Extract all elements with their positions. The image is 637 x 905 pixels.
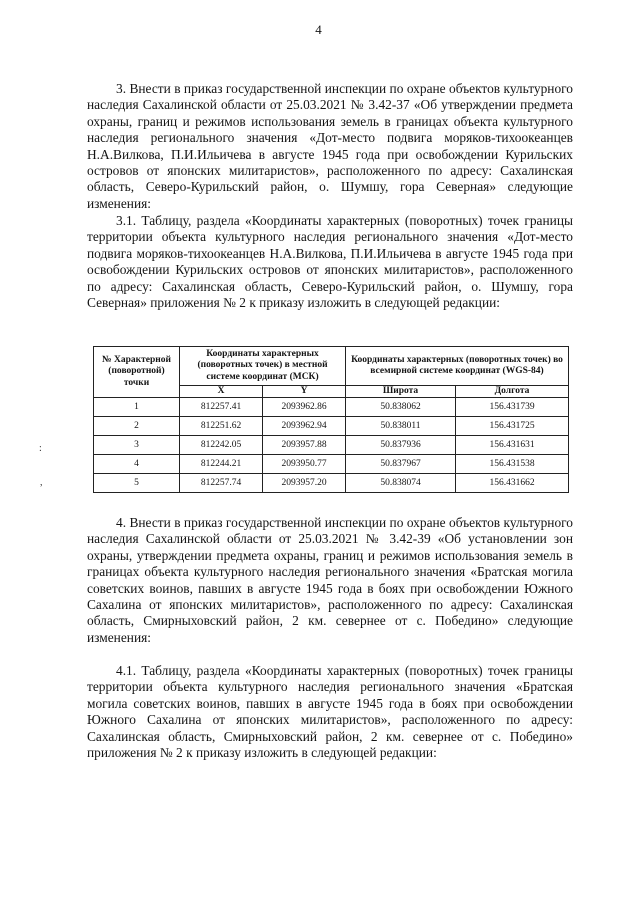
cell-x: 812257.74: [180, 474, 263, 493]
table-row: [94, 455, 569, 474]
cell-point: 5: [94, 474, 180, 493]
cell-latitude: 50.837967: [346, 455, 456, 474]
margin-mark: :: [39, 443, 42, 454]
coordinates-table: [93, 346, 569, 493]
paragraph-item-4-1: 4.1. Таблицу, раздела «Координаты характерных (поворотных) точек границы территории объекта культурного наследия регионального значения «Братская могила советских воинов, павших в августе 1945 года в боях при освобождении Южного Сахалина от японских милитаристов», расположенного по адресу: Сахалинская область, Смирныховский район, 2 км. севернее от с. Победино» приложения № 2 к приказу изложить в следующей редакции:: [87, 663, 573, 761]
cell-y: 2093962.94: [263, 417, 346, 436]
cell-x: 812251.62: [180, 417, 263, 436]
cell-longitude: 156.431725: [456, 417, 569, 436]
cell-x: 812244.21: [180, 455, 263, 474]
header-point-number: № Характерной (поворотной) точки: [94, 347, 180, 398]
header-longitude: Долгота: [456, 386, 569, 398]
table-row: [94, 398, 569, 417]
cell-y: 2093962.86: [263, 398, 346, 417]
cell-longitude: 156.431631: [456, 436, 569, 455]
cell-longitude: 156.431538: [456, 455, 569, 474]
paragraph-item-4: 4. Внести в приказ государственной инспекции по охране объектов культурного наследия Сахалинской области от 25.03.2021 № 3.42-39 «Об установлении зон охраны, утверждении предмета охраны, границ и режимов использования земель в границах объекта культурного наследия регионального значения «Братская могила советских воинов, павших в августе 1945 года в боях при освобождении Южного Сахалина от японских милитаристов», расположенного по адресу: Сахалинская область, Смирныховский район, 2 км. севернее от с. Победино» следующие изменения:: [87, 515, 573, 645]
header-latitude: Широта: [346, 386, 456, 398]
table-row: [94, 436, 569, 455]
cell-latitude: 50.838011: [346, 417, 456, 436]
cell-x: 812257.41: [180, 398, 263, 417]
header-wgs84-coordinates: Координаты характерных (поворотных точек) во всемирной системе координат (WGS-84): [346, 347, 569, 386]
header-x: X: [180, 386, 263, 398]
header-msk-coordinates: Координаты характерных (поворотных точек) в местной системе координат (МСК): [180, 347, 346, 386]
cell-longitude: 156.431739: [456, 398, 569, 417]
margin-mark: ,: [40, 477, 43, 488]
table-row: [94, 474, 569, 493]
cell-point: 4: [94, 455, 180, 474]
cell-latitude: 50.837936: [346, 436, 456, 455]
header-y: Y: [263, 386, 346, 398]
cell-y: 2093957.20: [263, 474, 346, 493]
page-number: 4: [315, 22, 322, 37]
cell-point: 2: [94, 417, 180, 436]
cell-longitude: 156.431662: [456, 474, 569, 493]
cell-y: 2093957.88: [263, 436, 346, 455]
cell-latitude: 50.838074: [346, 474, 456, 493]
cell-latitude: 50.838062: [346, 398, 456, 417]
paragraph-item-3: 3. Внести в приказ государственной инспекции по охране объектов культурного наследия Сахалинской области от 25.03.2021 № 3.42-37 «Об утверждении предмета охраны, границ и режимов использования земель в границах объекта культурного наследия регионального значения «Дот-место подвига моряков-тихоокеанцев Н.А.Вилкова, П.И.Ильичева в августе 1945 года при освобождении Курильских островов от японских милитаристов», расположенного по адресу: Сахалинская область, Северо-Курильский район, о. Шумшу, гора Северная» следующие изменения:: [87, 81, 573, 211]
table-row: [94, 417, 569, 436]
paragraph-item-3-1: 3.1. Таблицу, раздела «Координаты характерных (поворотных) точек границы территории объекта культурного наследия регионального значения «Дот-место подвига моряков-тихоокеанцев Н.А.Вилкова, П.И.Ильичева в августе 1945 года при освобождении Курильских островов от японских милитаристов», расположенного по адресу: Сахалинская область, Северо-Курильский район, о. Шумшу, гора Северная» приложения № 2 к приказу изложить в следующей редакции:: [87, 213, 573, 311]
cell-y: 2093950.77: [263, 455, 346, 474]
cell-point: 3: [94, 436, 180, 455]
cell-x: 812242.05: [180, 436, 263, 455]
cell-point: 1: [94, 398, 180, 417]
